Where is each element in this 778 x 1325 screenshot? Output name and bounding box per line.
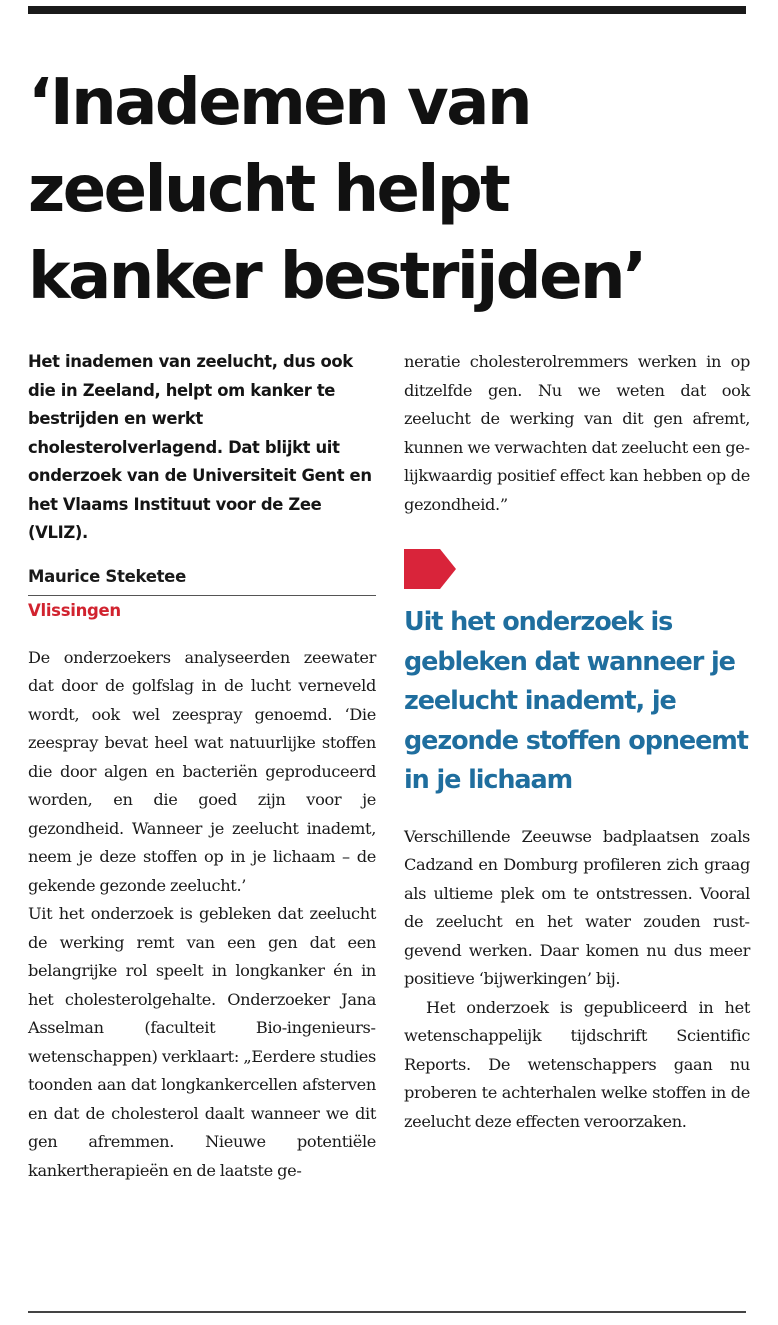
body-paragraph-1: De onderzoekers analyseerden zeewater dat door de golfslag in de lucht verneveld wordt, ook wel zeespray genoemd. ‘Die zeespray bevat heel wat natuurlijke stoffen die door algen en bacteriën geproduceerd worden, en die goed zijn voor je gezondheid. Wanneer je zeelucht inademt, neem je deze stoffen op in je lichaam – de gekende gezonde zeelucht.’: [28, 647, 376, 895]
right-column: [404, 348, 750, 1136]
red-pentagon-arrow-icon: [404, 549, 458, 589]
bottom-rule: [28, 1311, 746, 1313]
top-rule: [28, 6, 746, 14]
left-column: [28, 348, 376, 1185]
author-byline: Maurice Steketee: [28, 566, 376, 596]
body-paragraph-4: Het onderzoek is gepubliceerd in het wetenschappelijk tijdschrift Scientific Reports. De wetenschappers gaan nu proberen te achterhalen welke stoffen in de zeelucht deze effecten veroorzaken.: [404, 997, 750, 1131]
intro-paragraph: Het inademen van zeelucht, dus ook die in Zeeland, helpt om kanker te bestrijden en werkt cholesterolverlagend. Dat blijkt uit onderzoek van de Universiteit Gent en het Vlaams Instituut voor de Zee (VLIZ).: [28, 352, 372, 542]
body-paragraph-3: Verschillende Zeeuwse badplaatsen zoals Cadzand en Domburg profileren zich graag als ultieme plek om te ontstressen. Vooral de zeelucht en het water zouden rustgevend werken. Daar komen nu dus meer positieve ‘bijwerkingen’ bij.: [404, 826, 750, 988]
headline-text: ‘Inademen van zeelucht helpt kanker bestrijden’: [28, 66, 645, 314]
pull-quote: Uit het onderzoek is gebleken dat wanneer je zeelucht inademt, je gezonde stoffen opneemt in je lichaam: [404, 607, 748, 795]
body-paragraph-2-continued: neratie cholesterolremmers werken in op ditzelfde gen. Nu we weten dat ook zeelucht de werking van dit gen afremt, kunnen we verwachten dat zeelucht een gelijkwaardig positief effect kan hebben op de gezondheid.”: [404, 352, 750, 514]
headline: [28, 60, 758, 321]
body-paragraph-2: Uit het onderzoek is gebleken dat zeelucht de werking remt van een gen dat een belangrijke rol speelt in longkanker én in het cholesterolgehalte. Onderzoeker Jana Asselman (faculteit Bio-ingenieurswetenschappen) verklaart: „Eerdere studies toonden aan dat longkankercellen afsterven en dat de cholesterol daalt wanneer we dit gen afremmen. Nieuwe potentiële kankertherapieën en de laatste ge-: [28, 904, 376, 1180]
dateline-location: Vlissingen: [28, 600, 121, 620]
